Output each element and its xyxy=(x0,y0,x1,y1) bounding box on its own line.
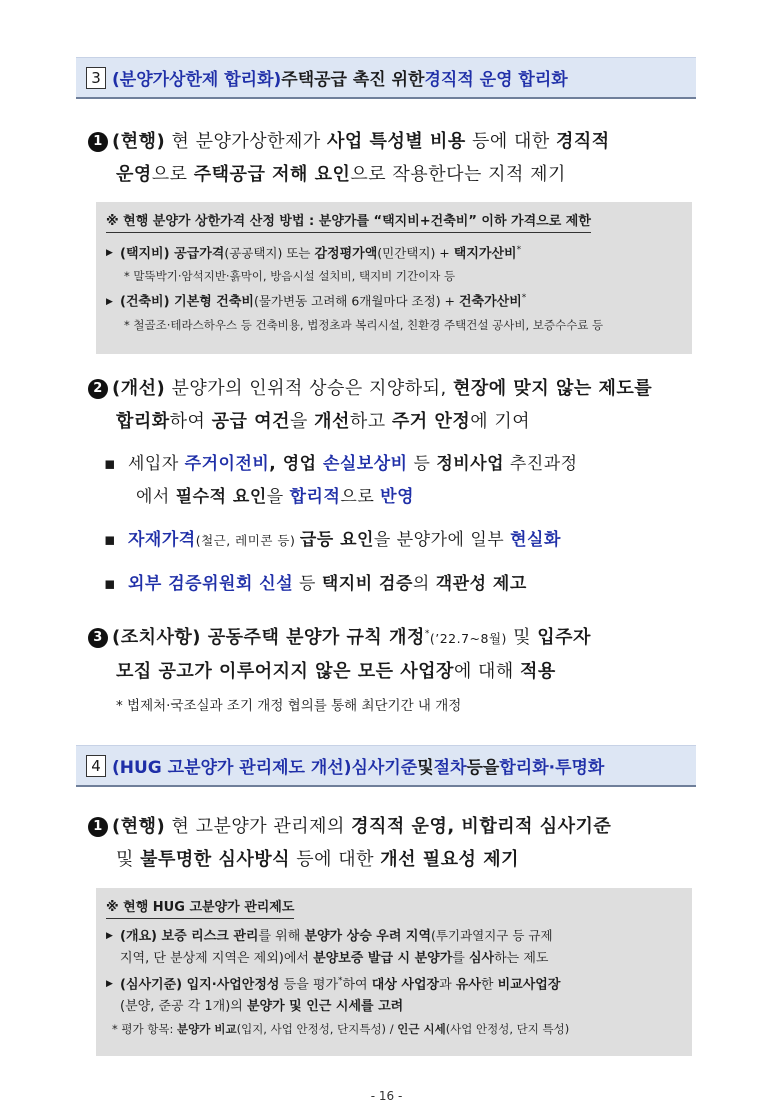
text: 을 xyxy=(290,411,315,432)
text: 공동주택 분양가 규칙 개정 xyxy=(201,627,425,648)
text: 영업 xyxy=(282,454,323,474)
text: 현 고분양가 관리제의 xyxy=(165,816,352,837)
text: (분양, 준공 각 1개)의 xyxy=(120,999,247,1015)
box-note: * 말뚝박기·암석지반·흙막이, 방음시설 설치비, 택지비 기간이자 등 xyxy=(124,269,456,284)
text: 대상 사업장 xyxy=(371,977,440,993)
text: (개선) xyxy=(112,378,166,399)
text: 현 분양가상한제가 xyxy=(165,131,328,152)
text: (투기과열지구 등 규제 xyxy=(431,928,553,943)
text: 하여 xyxy=(342,977,372,993)
text: 입주자 xyxy=(537,627,591,648)
circled-number: 1 xyxy=(88,817,108,837)
s3-paragraph-3 xyxy=(88,618,708,688)
text: 을 xyxy=(266,487,290,507)
s3-footnote: * 법제처·국조실과 조기 개정 협의를 통해 최단기간 내 개정 xyxy=(116,698,462,714)
text: 의 xyxy=(412,574,436,594)
text: 으로 작용한다는 지적 제기 xyxy=(350,164,566,185)
circled-number: 2 xyxy=(88,379,108,399)
text: 를 xyxy=(452,951,469,966)
text: 비교사업장 xyxy=(497,977,561,993)
text: 객관성 제고 xyxy=(435,574,527,594)
section-4-header xyxy=(76,745,696,787)
page-number: - 16 - xyxy=(370,1089,403,1103)
triangle-icon: ▶ xyxy=(106,979,113,990)
box-header: ※ 현행 분양가 상한가격 산정 방법 : 분양가를 “택지비+건축비” 이하 가격으로 제한 xyxy=(106,210,591,233)
text: 분양가 및 인근 시세를 고려 xyxy=(246,999,404,1015)
text: 을 분양가에 일부 xyxy=(373,530,511,550)
header-part: 경직적 운영 합리화 xyxy=(424,70,568,90)
text: (심사기준) 입지·사업안정성 xyxy=(120,977,280,993)
text: 모집 공고가 이루어지지 않은 모든 사업장 xyxy=(116,661,454,682)
box-note: * 철골조·테라스하우스 등 건축비용, 법정초과 복리시설, 친환경 주택건설 공사비, 보증수수료 등 xyxy=(124,317,604,332)
text: 분양가의 인위적 상승은 지양하되, xyxy=(165,378,453,399)
text: 등 xyxy=(293,574,322,594)
text: (’22.7~8월) xyxy=(429,631,507,646)
text: 택지비 검증 xyxy=(321,574,413,594)
text: 등 xyxy=(407,454,437,474)
text: 현장에 맞지 않는 제도를 xyxy=(453,378,653,399)
text: 지역, 단 분상제 지역은 제외)에서 xyxy=(120,951,314,966)
text: 하여 xyxy=(169,411,212,432)
text: 으로 xyxy=(151,164,194,185)
triangle-icon: ▶ xyxy=(106,931,113,941)
text: 개선 필요성 제기 xyxy=(380,849,519,870)
text: 과 xyxy=(439,977,456,993)
text: * xyxy=(521,293,527,304)
text: 개선 xyxy=(314,411,350,432)
text: 경직적 xyxy=(555,131,610,152)
s4-info-box xyxy=(96,888,692,1056)
text: 반영 xyxy=(380,487,414,507)
text: 필수적 요인 xyxy=(175,487,267,507)
text: 급등 요인 xyxy=(299,530,374,550)
text: 주거이전비 xyxy=(184,454,270,474)
text: 등에 대한 xyxy=(290,849,381,870)
header-part: 및 xyxy=(417,758,434,778)
text: (현행) xyxy=(112,131,166,152)
header-part: (HUG 고분양가 관리제도 개선) xyxy=(112,758,352,778)
text: 공급 여건 xyxy=(211,411,290,432)
text: 를 위해 xyxy=(258,929,305,944)
section-number: 3 xyxy=(86,67,106,89)
text: 적용 xyxy=(520,661,556,682)
text: 분양가 상승 우려 지역 xyxy=(304,929,432,944)
circled-number: 1 xyxy=(88,132,108,152)
text: 건축가산비 xyxy=(459,294,522,310)
triangle-icon: ▶ xyxy=(106,296,113,307)
text: 심사 xyxy=(469,951,495,966)
text: (철근, 레미콘 등) xyxy=(195,533,300,548)
header-part: 주택공급 촉진 위한 xyxy=(281,70,425,90)
text: 세입자 xyxy=(128,454,185,474)
text: 자재가격 xyxy=(128,530,196,550)
text: 외부 검증위원회 신설 xyxy=(128,574,294,594)
circled-number: 3 xyxy=(88,628,108,648)
text: 하는 제도 xyxy=(494,951,549,966)
text: * xyxy=(338,976,343,986)
text: 주거 안정 xyxy=(391,411,471,432)
text: (건축비) 기본형 건축비 xyxy=(120,294,254,310)
text: * xyxy=(424,629,430,639)
text: (택지비) 공급가격 xyxy=(120,246,225,262)
section-number: 4 xyxy=(86,755,106,777)
text: (물가변동 고려해 6개월마다 조정) + xyxy=(253,293,459,309)
text: 정비사업 xyxy=(436,454,505,474)
text: 한 xyxy=(480,977,498,993)
text: * 평가 항목: xyxy=(112,1022,178,1037)
text: (현행) xyxy=(112,816,166,837)
section-3-header xyxy=(76,57,696,99)
text: 합리화 xyxy=(116,411,170,432)
s3-info-box xyxy=(96,202,692,354)
text: (개요) 보증 리스크 관리 xyxy=(120,929,259,944)
text: 인근 시세 xyxy=(397,1022,446,1037)
text: 분양보증 발급 시 분양가 xyxy=(313,951,453,966)
header-part: (분양가상한제 합리화) xyxy=(112,70,282,90)
text: 에 대해 xyxy=(453,661,521,682)
s3-paragraph-2 xyxy=(88,372,708,438)
text: 으로 xyxy=(340,487,381,507)
s4-paragraph-1 xyxy=(88,810,708,876)
s3-paragraph-1 xyxy=(88,125,708,191)
bullet-icon: ▪ xyxy=(104,454,117,474)
header-part: 등을 xyxy=(466,758,500,778)
text: 등에 대한 xyxy=(465,131,556,152)
text: 현실화 xyxy=(510,530,561,550)
text: 불투명한 심사방식 xyxy=(140,849,290,870)
s3-bullet-3 xyxy=(104,568,704,601)
bullet-icon: ▪ xyxy=(104,530,117,550)
header-part: 절차 xyxy=(433,758,467,778)
text: (공공택지) 또는 xyxy=(224,245,315,261)
text: 에 기여 xyxy=(470,411,531,432)
text: * xyxy=(516,245,522,255)
text: 등을 평가 xyxy=(279,977,338,993)
s3-bullet-1 xyxy=(104,448,704,514)
text: , xyxy=(269,454,283,474)
box-header: ※ 현행 HUG 고분양가 관리제도 xyxy=(106,896,294,919)
s3-bullet-2 xyxy=(104,524,704,557)
text: 손실보상비 xyxy=(322,454,408,474)
header-part: 심사기준 xyxy=(351,758,418,778)
triangle-icon: ▶ xyxy=(106,248,113,259)
text: 유사 xyxy=(455,977,481,993)
text: (조치사항) xyxy=(112,627,202,648)
text: 주택공급 저해 요인 xyxy=(193,164,351,185)
text: 택지가산비 xyxy=(453,246,517,262)
text: 사업 특성별 비용 xyxy=(327,131,466,152)
text: 에서 xyxy=(136,487,176,507)
text: (입지, 사업 안정성, 단지특성) / xyxy=(236,1022,398,1037)
header-part: 합리화·투명화 xyxy=(499,758,605,778)
text: 추진과정 xyxy=(504,454,578,474)
text: 분양가 비교 xyxy=(177,1022,237,1037)
text: 및 xyxy=(116,849,141,870)
text: 감정평가액 xyxy=(314,246,378,262)
text: 경직적 운영, 비합리적 심사기준 xyxy=(351,816,612,837)
text: 및 xyxy=(506,627,538,648)
text: 합리적 xyxy=(289,487,341,507)
text: (사업 안정성, 단지 특성) xyxy=(445,1022,570,1037)
text: 하고 xyxy=(349,411,392,432)
text: (민간택지) + xyxy=(377,245,454,261)
bullet-icon: ▪ xyxy=(104,574,117,594)
text: 운영 xyxy=(116,164,152,185)
